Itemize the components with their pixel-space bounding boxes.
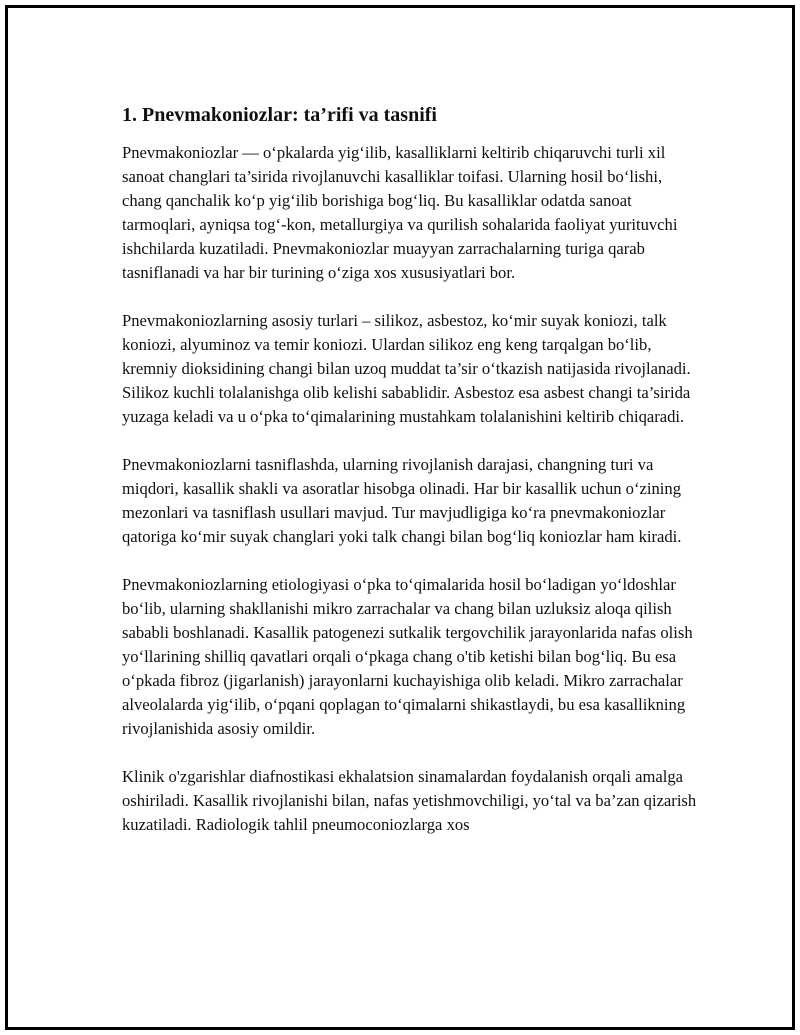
paragraph-classification: Pnevmakoniozlarni tasniflashda, ularning rivojlanish darajasi, changning turi va miqdori, kasallik shakli va asoratlar hisobga olinadi. Har bir kasallik uchun o‘zining mezonlari va tasniflash usullari mavjud. Tur mavjudligiga ko‘ra pnevmakoniozlar qatoriga ko‘mir suyak changlari yoki talk changi bilan bog‘liq koniozlar ham kiradi. — [122, 455, 682, 546]
page-frame — [5, 5, 795, 1030]
section-heading: 1. Pnevmakoniozlar: ta’rifi va tasnifi — [122, 104, 437, 126]
paragraph-definition: Pnevmakoniozlar — o‘pkalarda yig‘ilib, kasalliklarni keltirib chiqaruvchi turli xil sanoat changlari ta’sirida rivojlanuvchi kasalliklar toifasi. Ularning hosil bo‘lishi, chang qanchalik ko‘p yig‘ilib borishiga bog‘liq. Bu kasalliklar odatda sanoat tarmoqlari, ayniqsa tog‘-kon, metallurgiya va qurilish sohalarida faoliyat yurituvchi ishchilarda kuzatiladi. Pnevmakoniozlar muayyan zarrachalarning turiga qarab tasniflanadi va har bir turining o‘ziga xos xususiyatlari bor. — [122, 143, 678, 282]
document-body — [122, 102, 702, 861]
paragraph-clinical: Klinik o'zgarishlar diafnostikasi ekhalatsion sinamalardan foydalanish orqali amalga oshiriladi. Kasallik rivojlanishi bilan, nafas yetishmovchiligi, yo‘tal va ba’zan qizarish kuzatiladi. Radiologik tahlil pneumoconiozlarga xos — [122, 767, 697, 834]
paragraph-etiology: Pnevmakoniozlarning etiologiyasi o‘pka to‘qimalarida hosil bo‘ladigan yo‘ldoshlar bo‘lib, ularning shakllanishi mikro zarrachalar va chang bilan uzluksiz aloqa qilish sababli boshlanadi. Kasallik patogenezi sutkalik tergovchilik jarayonlarida nafas olish yo‘llarining shilliq qavatlari orqali o‘pkaga chang o'tib ketishi bilan bog‘liq. Bu esa o‘pkada fibroz (jigarlanish) jarayonlarni kuchayishiga olib keladi. Mikro zarrachalar alveolalarda yig‘ilib, o‘pqani qoplagan to‘qimalarni shikastlaydi, bu esa kasallikning rivojlanishida asosiy omildir. — [122, 575, 693, 738]
paragraph-types: Pnevmakoniozlarning asosiy turlari – silikoz, asbestoz, ko‘mir suyak koniozi, talk koniozi, alyuminoz va temir koniozi. Ulardan silikoz eng keng tarqalgan bo‘lib, kremniy dioksidining changi bilan uzoq muddat ta’sir o‘tkazish natijasida rivojlanadi. Silikoz kuchli tolalanishga olib kelishi sabablidir. Asbestoz esa asbest changi ta’sirida yuzaga keladi va u o‘pka to‘qimalarining mustahkam tolalanishini keltirib chiqaradi. — [122, 311, 691, 426]
